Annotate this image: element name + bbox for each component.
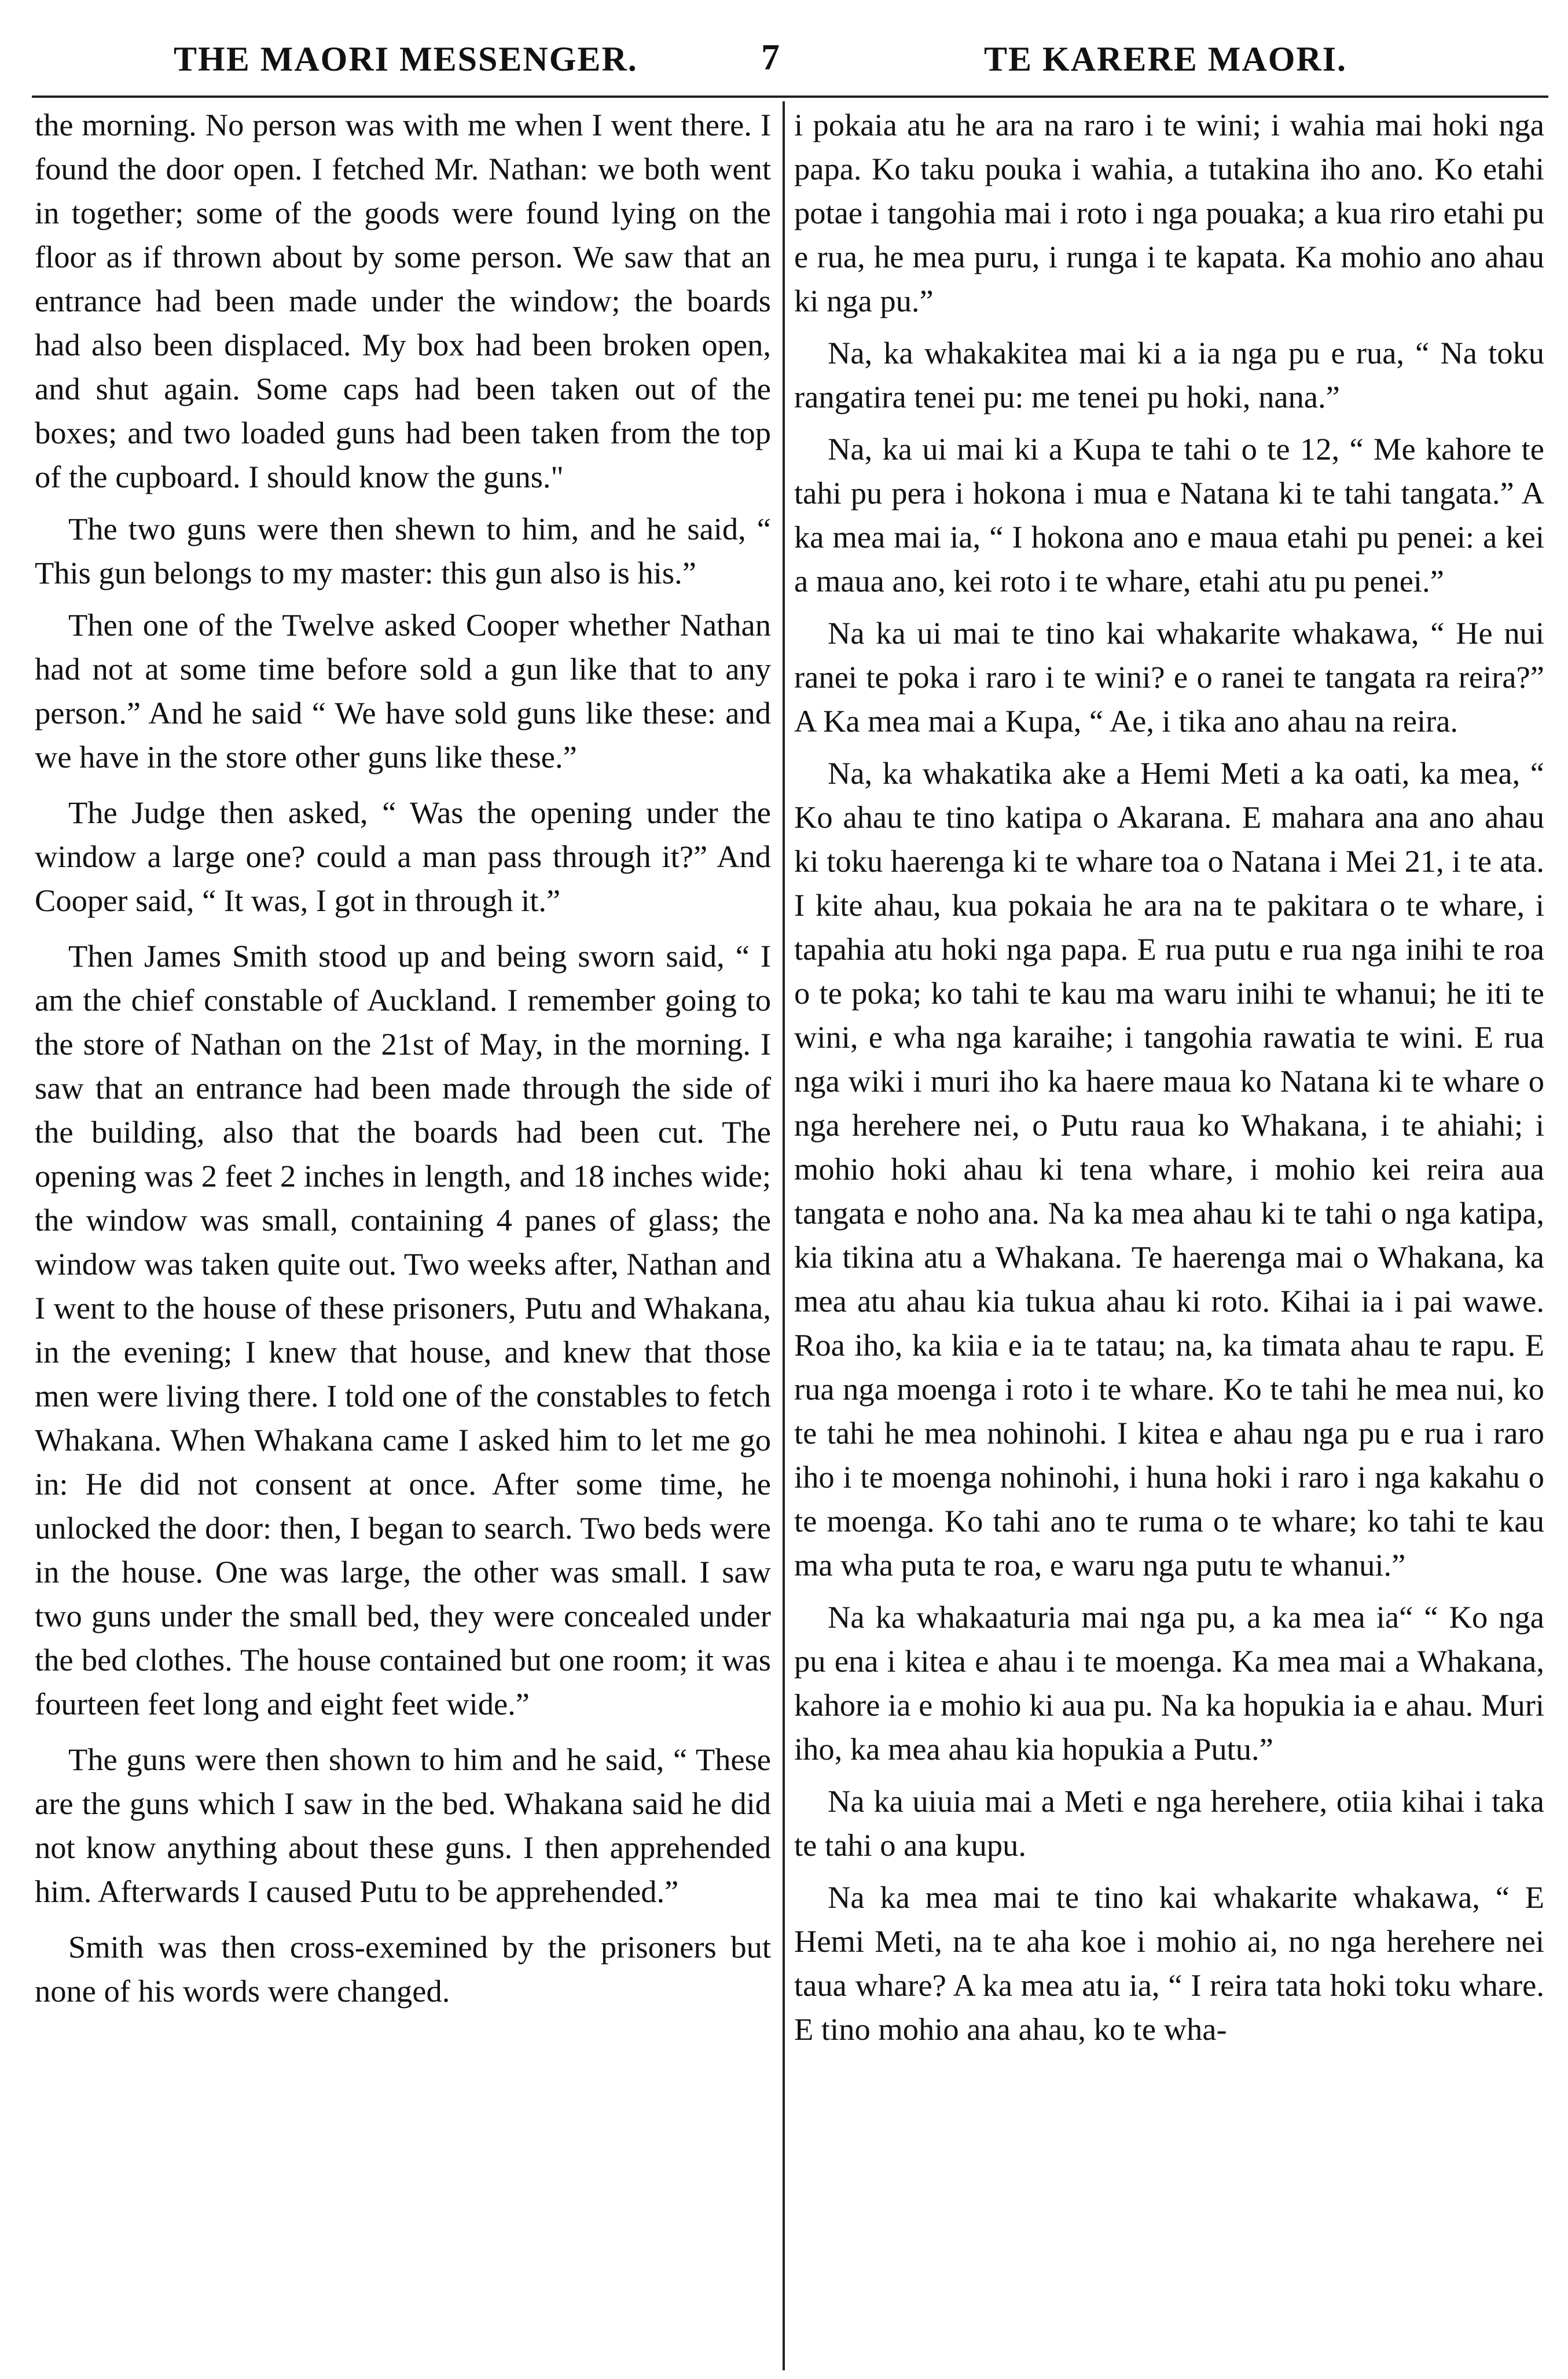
paragraph: Na, ka ui mai ki a Kupa te tahi o te 12, “ Me kahore te tahi pu pera i hokona i mua e Natana ki te tahi tangata.” A ka mea mai ia, “ I hokona ano e maua etahi pu penei: a kei a maua ano, kei roto i te whare, etahi atu pu penei.” xyxy=(794,431,1544,599)
maori-column xyxy=(794,103,1544,2059)
paragraph: Na ka ui mai te tino kai whakarite whakawa, “ He nui ranei te poka i raro i te wini? e o ranei te tangata ra reira?” A Ka mea mai a Kupa, “ Ae, i tika ano ahau na reira. xyxy=(794,615,1544,739)
english-column xyxy=(35,103,771,2021)
page-number: 7 xyxy=(761,36,781,78)
column-divider xyxy=(783,101,785,2370)
page-header xyxy=(0,22,1568,86)
paragraph: Then James Smith stood up and being sworn said, “ I am the chief constable of Auckland. I remember going to the store of Nathan on the 21st of May, in the morning. I saw that an entrance had been made through the side of the building, also that the boards had been cut. The opening was 2 feet 2 inches in length, and 18 inches wide; the window was small, containing 4 panes of glass; the window was taken quite out. Two weeks after, Nathan and I went to the house of these prisoners, Putu and Whakana, in the evening; I knew that house, and knew that those men were living there. I told one of the constables to fetch Whakana. When Whakana came I asked him to let me go in: He did not consent at once. After some time, he unlocked the door: then, I began to search. Two beds were in the house. One was large, the other was small. I saw two guns under the small bed, they were concealed under the bed clothes. The house contained but one room; it was fourteen feet long and eight feet wide.” xyxy=(35,938,771,1721)
masthead-maori: TE KARERE MAORI. xyxy=(984,40,1347,78)
paragraph: The two guns were then shewn to him, and he said, “ This gun belongs to my master: this gun also is his.” xyxy=(35,511,771,590)
paragraph: Na, ka whakakitea mai ki a ia nga pu e rua, “ Na toku rangatira tenei pu: me tenei pu hoki, nana.” xyxy=(794,335,1544,414)
paragraph: The Judge then asked, “ Was the opening under the window a large one? could a man pass through it?” And Cooper said, “ It was, I got in through it.” xyxy=(35,795,771,918)
paragraph: Na ka mea mai te tino kai whakarite whakawa, “ E Hemi Meti, na te aha koe i mohio ai, no nga herehere nei taua whare? A ka mea atu ia, “ I reira tata hoki toku whare. E tino mohio ana ahau, ko te wha- xyxy=(794,1879,1544,2047)
paragraph: Then one of the Twelve asked Cooper whether Nathan had not at some time before sold a gun like that to any person.” And he said “ We have sold guns like these: and we have in the store other guns like these.” xyxy=(35,607,771,774)
paragraph: the morning. No person was with me when I went there. I found the door open. I fetched Mr. Nathan: we both went in together; some of the goods were found lying on the floor as if thrown about by some person. We saw that an entrance had been made under the window; the boards had also been displaced. My box had been broken open, and shut again. Some caps had been taken out of the boxes; and two loaded guns had been taken from the top of the cupboard. I should know the guns." xyxy=(35,107,771,494)
paragraph: i pokaia atu he ara na raro i te wini; i wahia mai hoki nga papa. Ko taku pouka i wahia, a tutakina iho ano. Ko etahi potae i tangohia mai i roto i nga pouaka; a kua riro etahi pu e rua, he mea puru, i runga i te kapata. Ka mohio ano ahau ki nga pu.” xyxy=(794,107,1544,318)
paragraph: Na, ka whakatika ake a Hemi Meti a ka oati, ka mea, “ Ko ahau te tino katipa o Akarana. E mahara ana ano ahau ki toku haerenga ki te whare toa o Natana i Mei 21, i te ata. I kite ahau, kua pokaia he ara na te pakitara o te whare, i tapahia atu hoki nga papa. E rua putu e rua nga inihi te roa o te poka; ko tahi te kau ma waru inihi te whanui; he iti te wini, e wha nga karaihe; i tangohia rawatia te wini. E rua nga wiki i muri iho ka haere maua ko Natana ki te whare o nga herehere nei, o Putu raua ko Whakana, i te ahiahi; i mohio hoki ahau ki tena whare, i mohio kei reira aua tangata e noho ana. Na ka mea ahau ki te tahi o nga katipa, kia tikina atu a Whakana. Te haerenga mai o Whakana, ka mea atu ahau kia tukua ahau ki roto. Kihai ia i pai wawe. Roa iho, ka kiia e ia te tatau; na, ka timata ahau te rapu. E rua nga moenga i roto i te whare. Ko te tahi he mea nui, ko te tahi he mea nohinohi. I kitea e ahau nga pu e rua i raro iho i te moenga nohinohi, i huna hoki i raro i nga kakahu o te moenga. Ko tahi ano te ruma o te whare; ko tahi te kau ma wha puta te roa, e waru nga putu te whanui.” xyxy=(794,755,1544,1583)
masthead-english: THE MAORI MESSENGER. xyxy=(174,40,638,78)
paragraph: The guns were then shown to him and he said, “ These are the guns which I saw in the bed. Whakana said he did not know anything about these guns. I then apprehended him. Afterwards I caused Putu to be apprehended.” xyxy=(35,1742,771,1909)
paragraph: Na ka whakaaturia mai nga pu, a ka mea ia“ “ Ko nga pu ena i kitea e ahau i te moenga. Ka mea mai a Whakana, kahore ia e mohio ki aua pu. Na ka hopukia ia e ahau. Muri iho, ka mea ahau kia hopukia a Putu.” xyxy=(794,1599,1544,1767)
header-rule xyxy=(32,96,1548,98)
paragraph: Smith was then cross-exemined by the prisoners but none of his words were changed. xyxy=(35,1929,771,2009)
paragraph: Na ka uiuia mai a Meti e nga herehere, otiia kihai i taka te tahi o ana kupu. xyxy=(794,1783,1544,1863)
